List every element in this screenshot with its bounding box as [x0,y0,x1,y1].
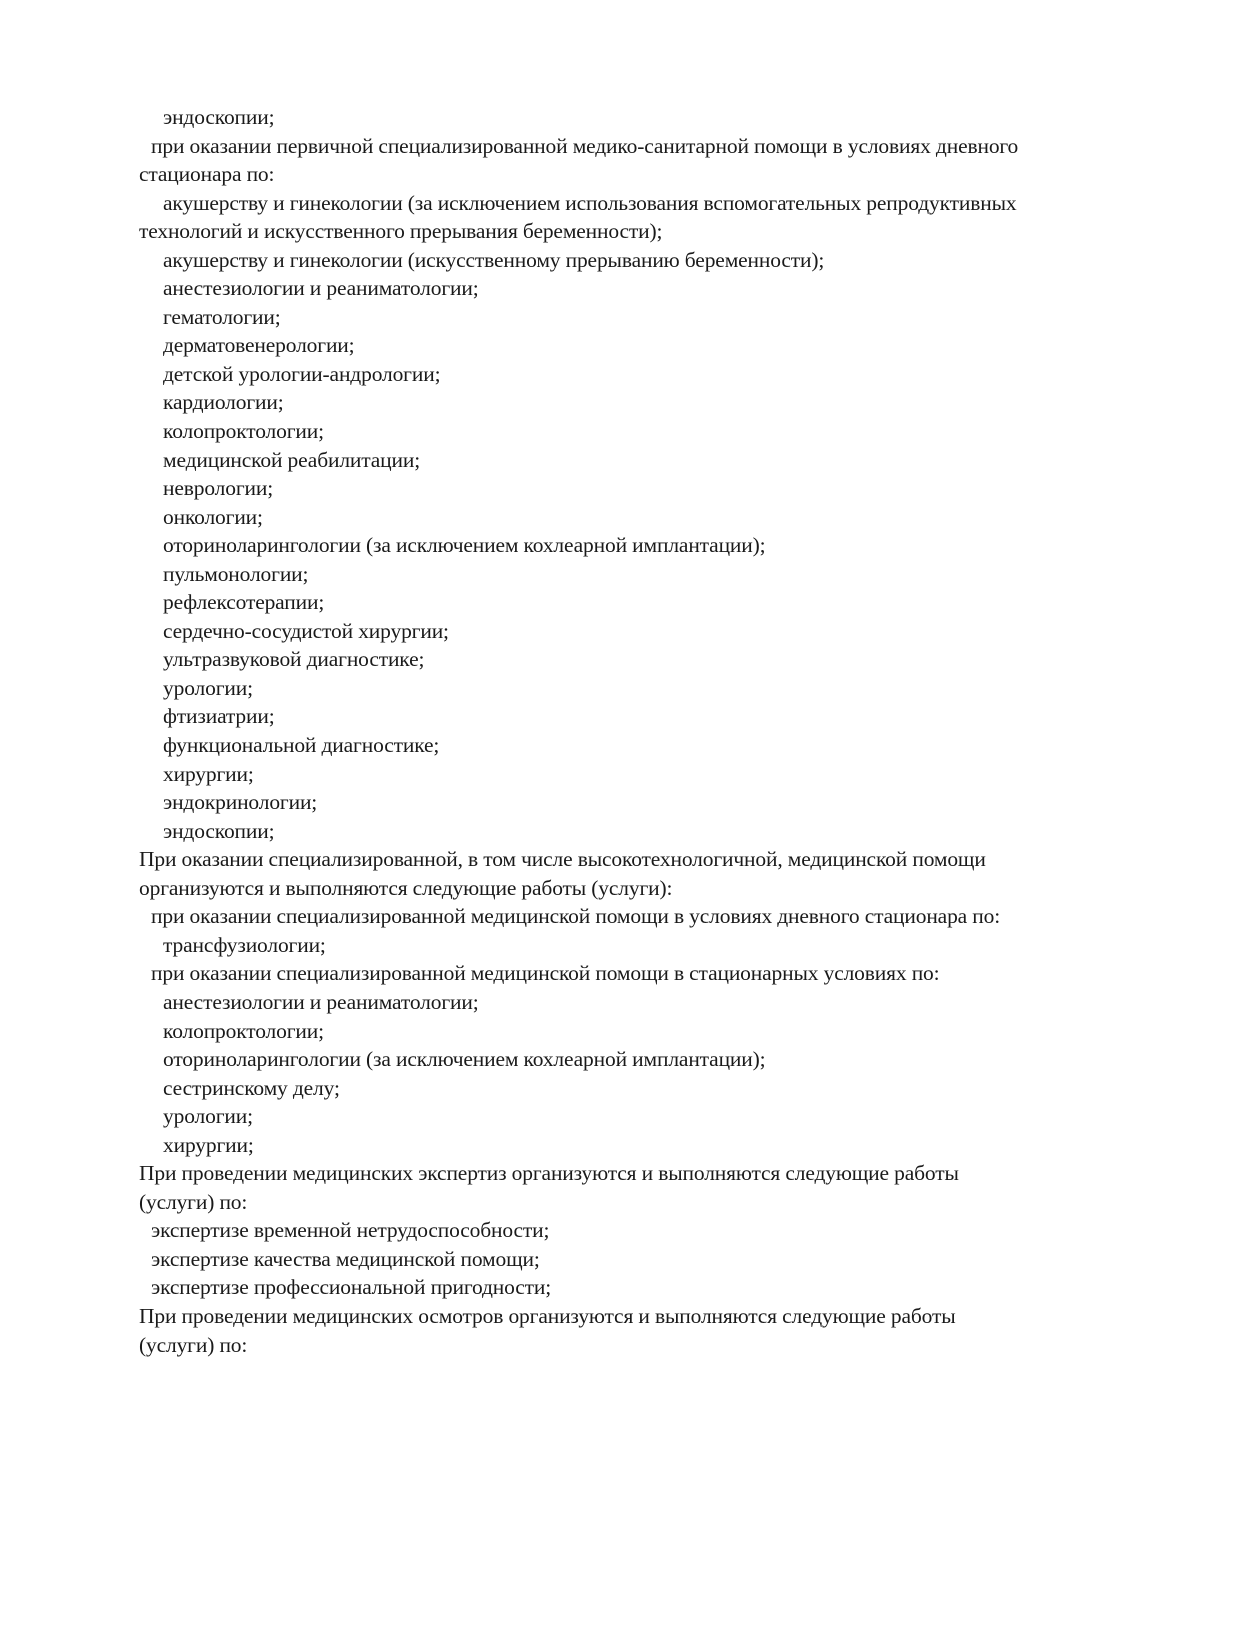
list-item-line: кардиологии; [163,390,284,415]
list-item-line: урологии; [163,675,253,700]
list-item-line: эндоскопии; [163,105,275,129]
paragraph-line: организуются и выполняются следующие работы (услуги): [139,875,673,900]
list-item-line: рефлексотерапии; [163,590,325,615]
sub-item-line: экспертизе качества медицинской помощи; [151,1246,540,1271]
sub-item-line: при оказании специализированной медицинской помощи в условиях дневного стационара по: [151,904,1001,929]
list-item-line: колопроктологии; [163,1018,324,1043]
sub-item-line: экспертизе временной нетрудоспособности; [151,1218,550,1243]
list-item-line: акушерству и гинекологии (за исключением использования вспомогательных репродуктивных [163,190,1017,215]
sub-item-line: при оказании специализированной медицинской помощи в стационарных условиях по: [151,961,940,986]
list-item-line: эндоскопии; [163,818,275,843]
sub-item-line: экспертизе профессиональной пригодности; [151,1275,552,1300]
list-item-line: оториноларингологии (за исключением кохлеарной имплантации); [163,1047,766,1072]
sub-item-line: при оказании первичной специализированной медико-санитарной помощи в условиях дневного [151,133,1019,158]
paragraph-line: технологий и искусственного прерывания беременности); [139,219,663,244]
list-item-line: сестринскому делу; [163,1075,340,1100]
list-item-line: сердечно-сосудистой хирургии; [163,618,449,643]
list-item-line: хирургии; [163,761,254,786]
list-item-line: ультразвуковой диагностике; [163,647,425,672]
list-item-line: неврологии; [163,476,274,501]
list-item-line: пульмонологии; [163,561,309,586]
paragraph-line: При проведении медицинских экспертиз организуются и выполняются следующие работы [139,1161,959,1186]
list-item-line: детской урологии-андрологии; [163,361,441,386]
list-item-line: урологии; [163,1104,253,1129]
list-item-line: медицинской реабилитации; [163,447,421,472]
paragraph-line: При проведении медицинских осмотров организуются и выполняются следующие работы [139,1303,956,1328]
list-item-line: оториноларингологии (за исключением кохлеарной имплантации); [163,533,766,558]
list-item-line: функциональной диагностике; [163,733,440,758]
paragraph-line: стационара по: [139,162,275,187]
list-item-line: трансфузиологии; [163,932,326,957]
list-item-line: фтизиатрии; [163,704,275,729]
list-item-line: колопроктологии; [163,419,324,444]
document-page [139,103,1139,1359]
list-item-line: анестезиологии и реаниматологии; [163,989,479,1014]
list-item-line: акушерству и гинекологии (искусственному прерыванию беременности); [163,247,825,272]
paragraph-line: При оказании специализированной, в том числе высокотехнологичной, медицинской помощи [139,847,986,872]
paragraph-line: (услуги) по: [139,1332,248,1357]
paragraph-line: (услуги) по: [139,1189,248,1214]
list-item-line: хирургии; [163,1132,254,1157]
list-item-line: онкологии; [163,504,263,529]
list-item-line: дерматовенерологии; [163,333,355,358]
list-item-line: анестезиологии и реаниматологии; [163,276,479,301]
list-item-line: гематологии; [163,304,281,329]
list-item-line: эндокринологии; [163,790,318,815]
